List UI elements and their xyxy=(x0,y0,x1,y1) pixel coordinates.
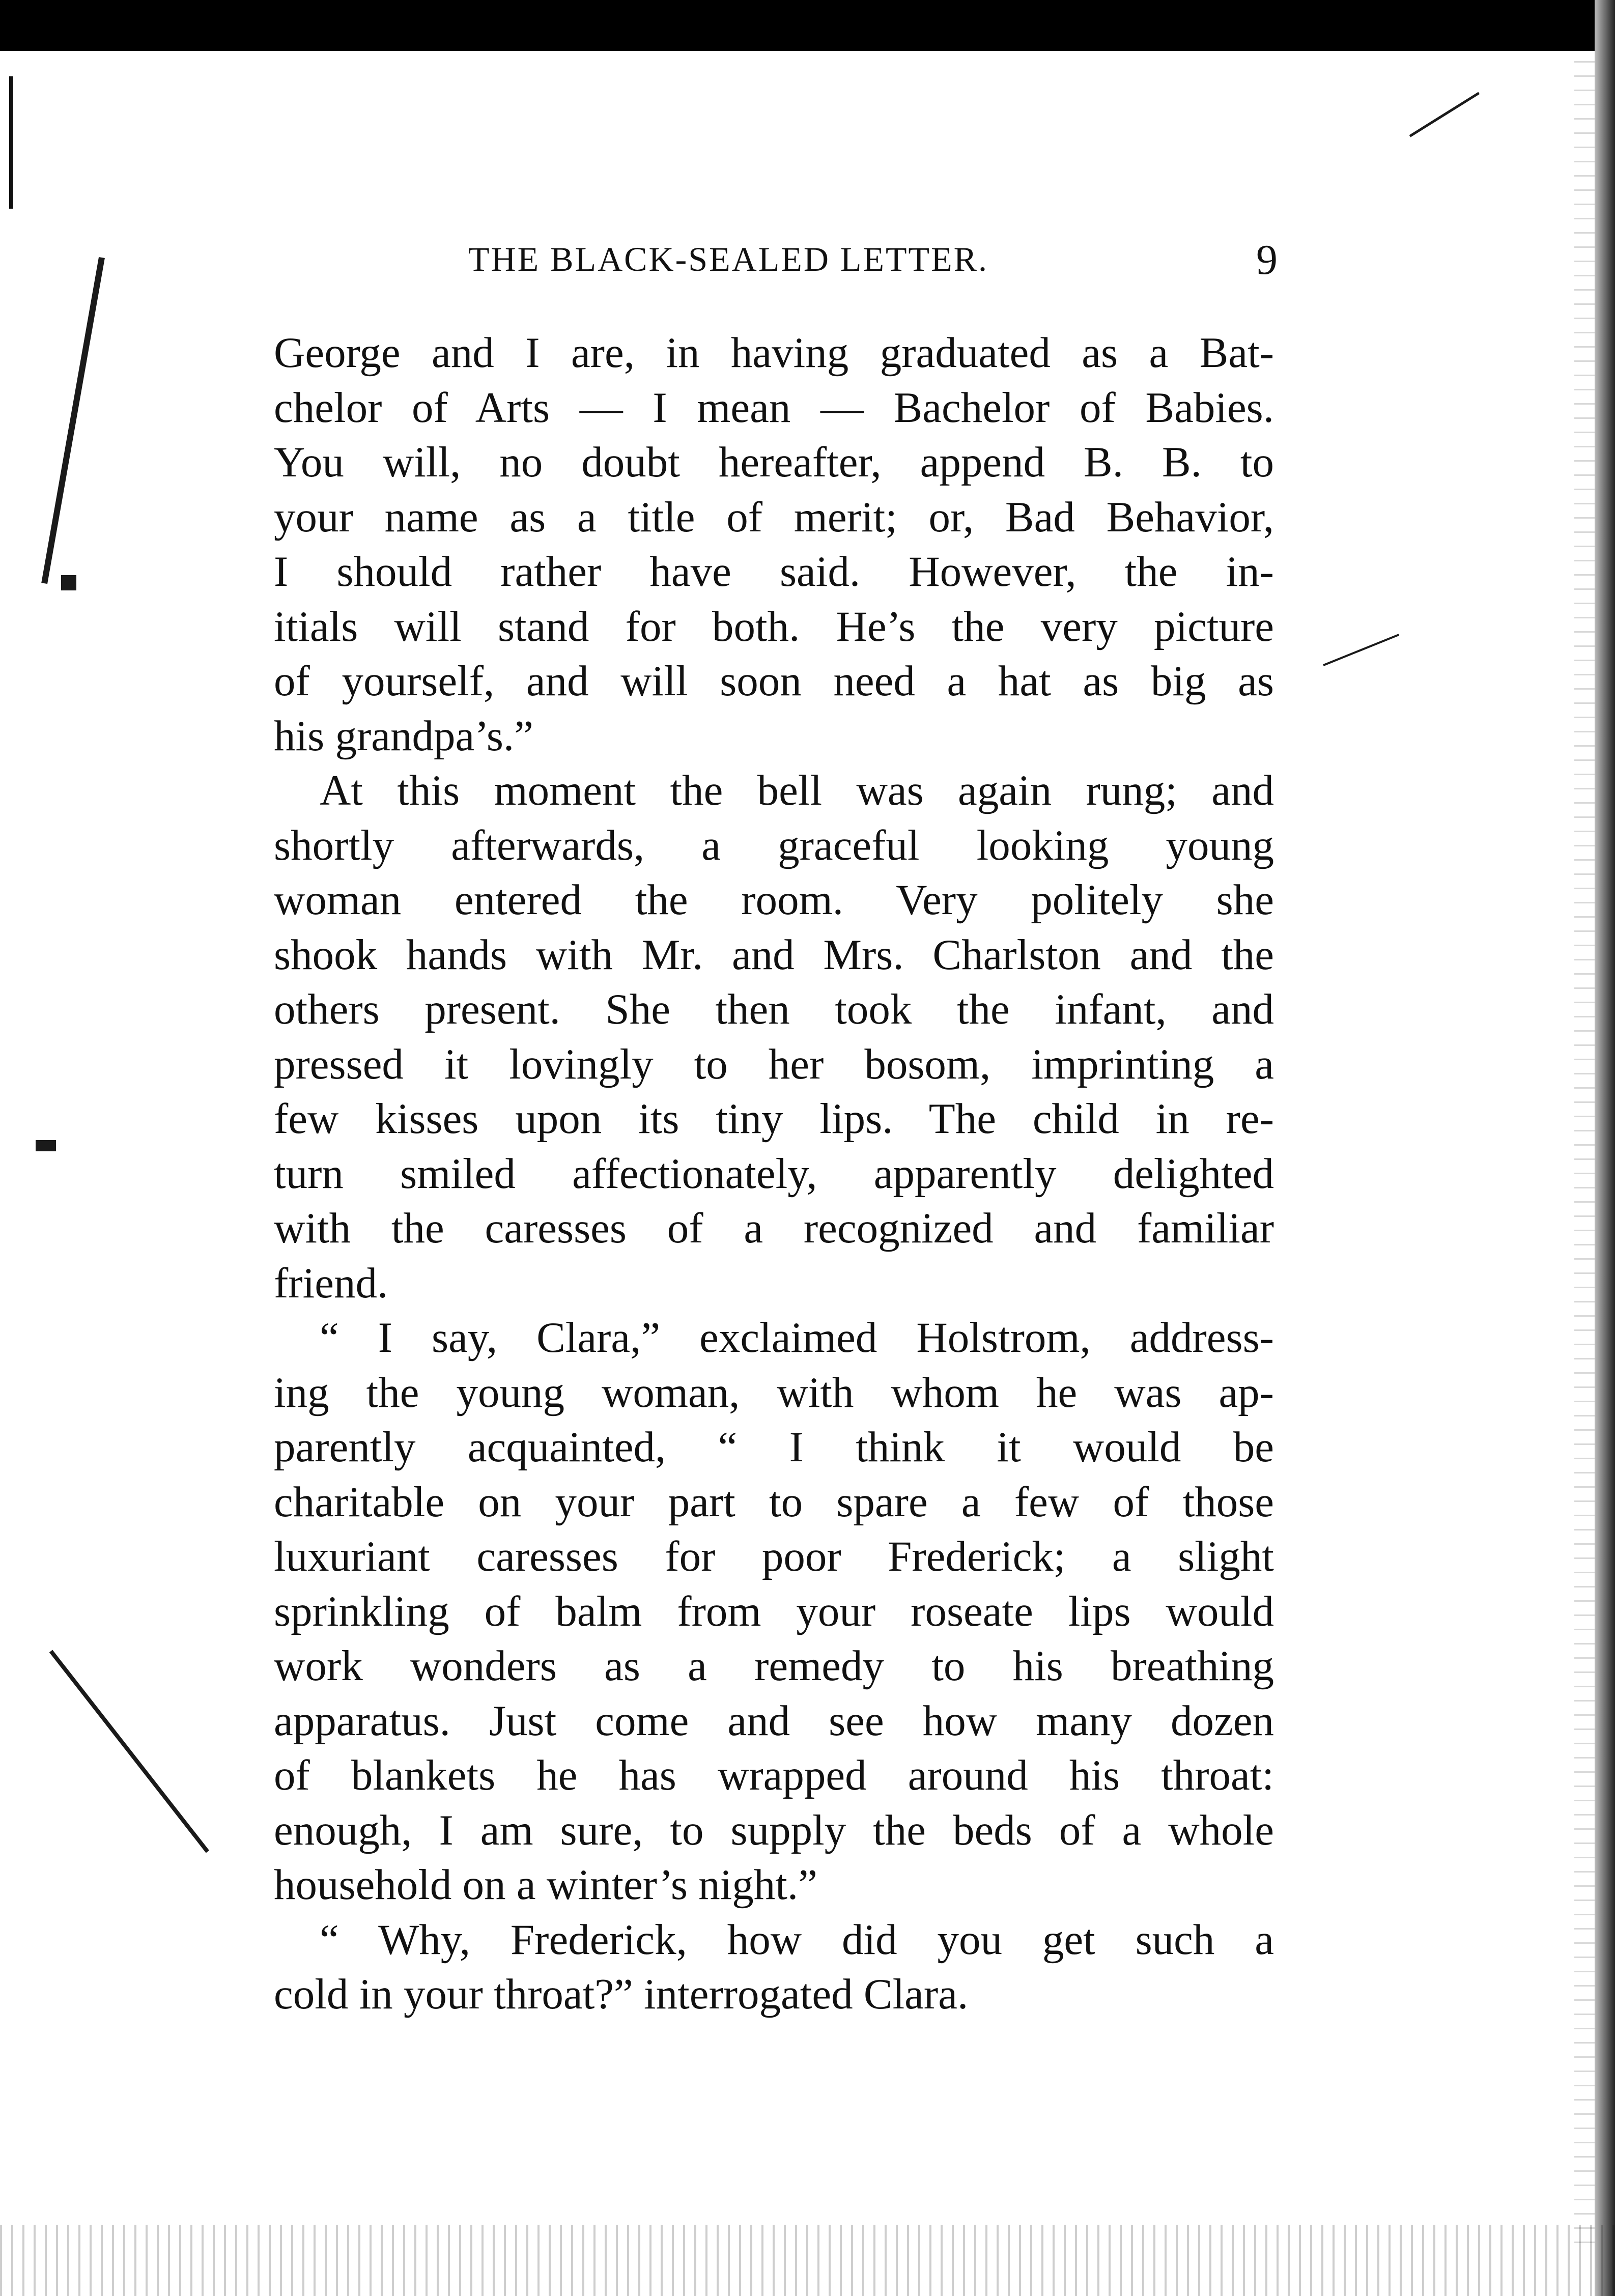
text-line: others present. She then took the infant, and xyxy=(274,985,1274,1033)
text-line: enough, I am sure, to supply the beds of a whole xyxy=(274,1806,1274,1854)
running-head xyxy=(275,236,1293,290)
running-title: THE BLACK-SEALED LETTER. xyxy=(468,240,988,278)
scan-border-right xyxy=(1595,0,1615,2296)
text-line: his grandpa’s.” xyxy=(274,712,533,760)
text-line: turn smiled affectionately, apparently delighted xyxy=(274,1149,1274,1198)
text-line: “ Why, Frederick, how did you get such a xyxy=(320,1915,1274,1964)
text-line: with the caresses of a recognized and familiar xyxy=(274,1204,1274,1252)
text-line: You will, no doubt hereafter, append B. B. to xyxy=(274,438,1274,486)
text-line: parently acquainted, “ I think it would be xyxy=(274,1423,1274,1471)
scan-border-top xyxy=(0,0,1615,51)
pen-stroke-mark xyxy=(49,1650,209,1853)
page-number: 9 xyxy=(1256,236,1278,284)
text-line: At this moment the bell was again rung; and xyxy=(320,767,1274,814)
text-line: shortly afterwards, a graceful looking young xyxy=(274,821,1274,869)
text-line: woman entered the room. Very politely she xyxy=(274,876,1274,924)
ink-blot-mark xyxy=(36,1140,56,1151)
text-line: “ I say, Clara,” exclaimed Holstrom, address- xyxy=(320,1314,1274,1362)
scan-speckle-bottom xyxy=(0,2225,1615,2296)
text-line: household on a winter’s night.” xyxy=(274,1861,817,1909)
pen-stroke-mark xyxy=(1323,634,1399,666)
text-line: of yourself, and will soon need a hat as big as xyxy=(274,657,1274,705)
scan-speckle-right xyxy=(1574,61,1595,2250)
text-line: your name as a title of merit; or, Bad Behavior, xyxy=(274,493,1274,541)
text-line: pressed it lovingly to her bosom, imprinting a xyxy=(274,1040,1274,1088)
pen-stroke-mark xyxy=(1409,92,1480,137)
text-line: charitable on your part to spare a few of those xyxy=(274,1478,1274,1526)
text-line: sprinkling of balm from your roseate lips would xyxy=(274,1587,1274,1635)
text-line: luxuriant caresses for poor Frederick; a slight xyxy=(274,1533,1274,1580)
pen-stroke-mark xyxy=(41,257,105,584)
text-line: work wonders as a remedy to his breathing xyxy=(274,1642,1274,1690)
body-text xyxy=(274,326,1274,2022)
text-line: apparatus. Just come and see how many dozen xyxy=(274,1696,1274,1745)
ink-blot-mark xyxy=(61,575,76,590)
text-line: ing the young woman, with whom he was ap- xyxy=(274,1368,1274,1416)
text-line: friend. xyxy=(274,1259,388,1307)
text-line: few kisses upon its tiny lips. The child in re- xyxy=(274,1095,1274,1143)
text-line: itials will stand for both. He’s the very picture xyxy=(274,602,1274,650)
text-line: George and I are, in having graduated as a Bat- xyxy=(274,329,1274,377)
scan-edge-mark xyxy=(9,76,13,209)
text-line: cold in your throat?” interrogated Clara. xyxy=(274,1970,969,2018)
text-line: I should rather have said. However, the in- xyxy=(274,548,1274,596)
text-line: shook hands with Mr. and Mrs. Charlston and the xyxy=(274,930,1274,979)
text-line: chelor of Arts — I mean — Bachelor of Babies. xyxy=(274,383,1274,432)
text-line: of blankets he has wrapped around his throat: xyxy=(274,1751,1274,1799)
